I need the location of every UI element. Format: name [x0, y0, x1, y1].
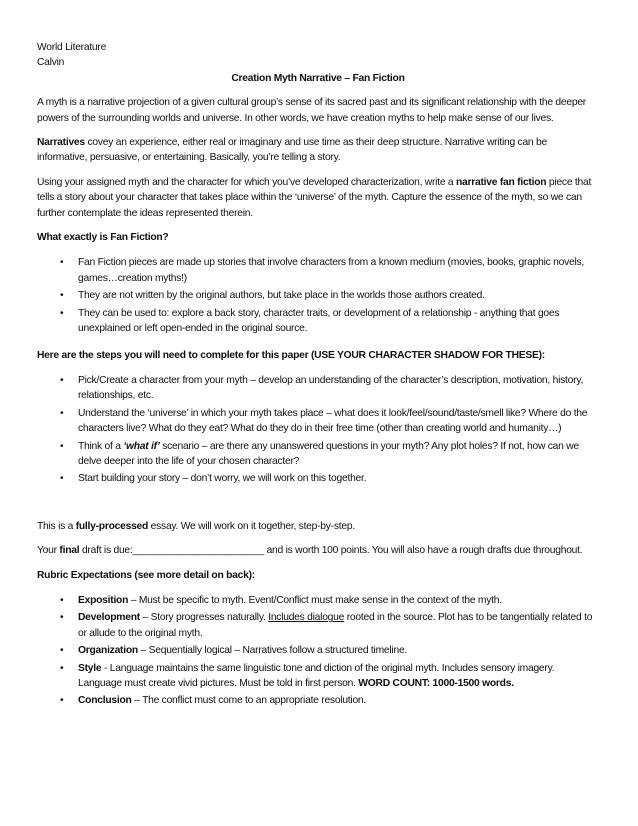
course-name: World Literature	[37, 42, 107, 53]
rubric-list	[37, 593, 599, 709]
underlined-text: Includes dialogue	[268, 612, 345, 624]
teacher-name: Calvin	[37, 57, 65, 69]
list-item: • Pick/Create a character from your myth – develop an understanding of the character’s description, motivation, history, relationships, etc.	[37, 373, 599, 404]
list-item: • Development – Story progresses naturally. Includes dialogue rooted in the source. Plot has to be tangentially related to or allude to the original myth.	[37, 610, 599, 641]
assignment-paragraph: Using your assigned myth and the character for which you’ve developed characterization, write a narrative fan fiction piece that tells a story about your character that takes place within the ‘universe’ of the myth. Capture the essence of the myth, so we can further contemplate the ideas represented therein.	[37, 176, 592, 219]
list-item: • They can be used to: explore a back story, character traits, or development of a relationship - anything that goes unexplained or left open-ended in the original source.	[37, 306, 599, 337]
narratives-paragraph: Narratives covey an experience, either real or imaginary and use time as their deep structure. Narrative writing can be informative, persuasive, or entertaining. Basically, you’re telling a story.	[37, 137, 547, 164]
list-item: • Fan Fiction pieces are made up stories that involve characters from a known medium (movies, books, graphic novels, games…creation myths!)	[37, 255, 599, 286]
list-item: • Think of a ‘what if’ scenario – are there any unanswered questions in your myth? Any plot holes? If not, how can we delve deeper into the life of your chosen character?	[37, 439, 599, 470]
list-item: • Start building your story – don’t worry, we will work on this together.	[37, 471, 599, 486]
narratives-term: Narratives	[37, 137, 85, 149]
steps-list	[37, 373, 599, 487]
due-date-paragraph: Your final draft is due:________________________ and is worth 100 points. You will also have a rough drafts due throughout.	[37, 545, 583, 557]
fanfic-list	[37, 255, 599, 336]
list-item: • Style - Language maintains the same linguistic tone and diction of the original myth. Includes sensory imagery. Language must create vivid pictures. Must be told in first person. WORD COUNT: 1000-1500 words.	[37, 661, 599, 692]
rubric-heading: Rubric Expectations (see more detail on back):	[37, 569, 255, 581]
list-item: • They are not written by the original authors, but take place in the worlds those authors created.	[37, 288, 599, 303]
due-date-blank: ________________________	[132, 545, 264, 557]
document-title: Creation Myth Narrative – Fan Fiction	[231, 72, 405, 84]
fanfic-heading: What exactly is Fan Fiction?	[37, 232, 169, 244]
list-item: • Understand the ‘universe’ in which your myth takes place – what does it look/feel/sound/taste/smell like? Where do the characters live? What do they eat? What do they do in their free time (other than creating world and humanity…)	[37, 406, 599, 437]
list-item: • Organization – Sequentially logical – Narratives follow a structured timeline.	[37, 643, 599, 658]
document-page	[37, 40, 599, 720]
word-count: WORD COUNT: 1000-1500 words.	[358, 678, 514, 689]
list-item: • Exposition – Must be specific to myth. Event/Conflict must make sense in the context of the myth.	[37, 593, 599, 608]
what-if-term: ‘what if’	[123, 440, 160, 452]
list-item: • Conclusion – The conflict must come to an appropriate resolution.	[37, 693, 599, 708]
steps-heading: Here are the steps you will need to complete for this paper (USE YOUR CHARACTER SHADOW FOR THESE):	[37, 349, 545, 361]
essay-note: This is a fully-processed essay. We will work on it together, step-by-step.	[37, 520, 355, 532]
myth-definition: A myth is a narrative projection of a given cultural group’s sense of its sacred past and its significant relationship with the deeper powers of the surrounding worlds and universe. In other words, we have creation myths to help make sense of our lives.	[37, 97, 586, 124]
assignment-term: narrative fan fiction	[456, 176, 547, 188]
